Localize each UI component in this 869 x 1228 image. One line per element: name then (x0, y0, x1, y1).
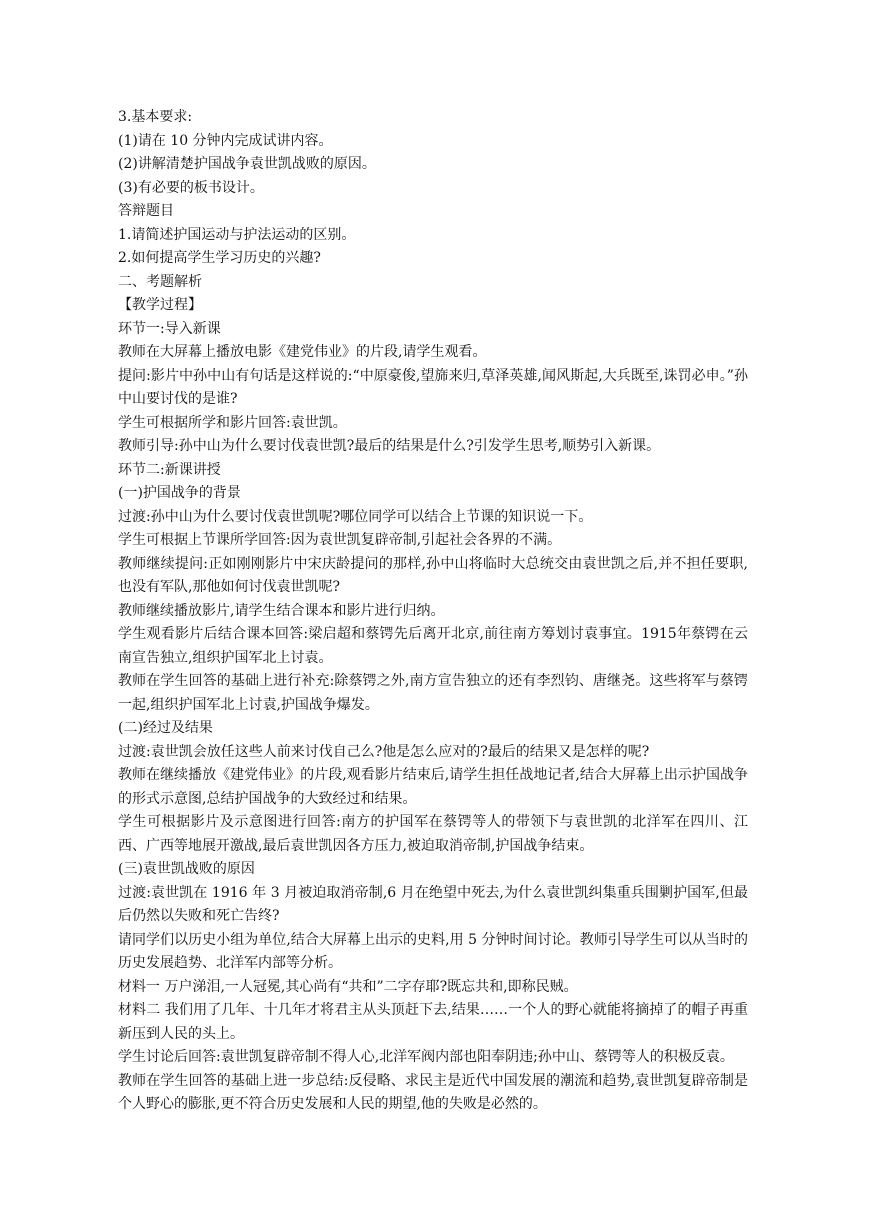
paragraph-student-answer-3: 学生观看影片后结合课本回答:梁启超和蔡锷先后离开北京,前往南方筹划讨袁事宜。1915年蔡锷在云南宣告独立,组织护国军北上讨袁。 (118, 626, 748, 666)
paragraph-student-discussion-answer: 学生讨论后回答:袁世凯复辟帝制不得人心,北洋军阀内部也阳奉阴违;孙中山、蔡锷等人的积极反袁。 (118, 1049, 734, 1065)
requirement-item-3: (3)有必要的板书设计。 (118, 179, 264, 196)
defense-question-1: 1.请简述护国运动与护法运动的区别。 (118, 226, 356, 243)
paragraph-play-film: 教师在大屏幕上播放电影《建党伟业》的片段,请学生观看。 (118, 344, 487, 360)
paragraph-student-answer-4: 学生可根据影片及示意图进行回答:南方的护国军在蔡锷等人的带领下与袁世凯的北洋军在四川、江西、广西等地展开激战,最后袁世凯因各方压力,被迫取消帝制,护国战争结束。 (118, 814, 748, 854)
document-body (118, 106, 748, 1117)
requirement-item-2: (2)讲解清楚护国战争袁世凯战败的原因。 (118, 156, 376, 172)
teaching-process-heading: 【教学过程】 (118, 297, 202, 313)
paragraph-question-quote: 提问:影片中孙中山有句话是这样说的:“中原豪俊,望旆来归,草泽英雄,闻风斯起,大兵既至,诛罚必申。”孙中山要讨伐的是谁? (118, 367, 748, 407)
paragraph-transition-2: 过渡:袁世凯会放任这些人前来讨伐自己么?他是怎么应对的?最后的结果又是怎样的呢? (118, 743, 650, 760)
paragraph-transition-1: 过渡:孙中山为什么要讨伐袁世凯呢?哪位同学可以结合上节课的知识说一下。 (118, 508, 593, 525)
step-one-heading: 环节一:导入新课 (118, 320, 221, 337)
paragraph-transition-3: 过渡:袁世凯在 1916 年 3 月被迫取消帝制,6 月在绝望中死去,为什么袁世凯纠集重兵围剿护国军,但最后仍然以失败和死亡告终? (118, 884, 748, 924)
requirements-heading: 3.基本要求: (118, 109, 193, 125)
section-heading-analysis: 二、考题解析 (118, 273, 202, 290)
defense-questions-heading: 答辩题目 (118, 203, 174, 219)
paragraph-teacher-summary: 教师在学生回答的基础上进一步总结:反侵略、求民主是近代中国发展的潮流和趋势,袁世凯复辟帝制是个人野心的膨胀,更不符合历史发展和人民的期望,他的失败是必然的。 (118, 1072, 748, 1112)
defense-question-2: 2.如何提高学生学习历史的兴趣? (118, 250, 321, 266)
material-two: 材料二 我们用了几年、十几年才将君主从头顶赶下去,结果……一个人的野心就能将摘掉了的帽子再重新压到人民的头上。 (118, 1002, 748, 1042)
paragraph-teacher-guide: 教师引导:孙中山为什么要讨伐袁世凯?最后的结果是什么?引发学生思考,顺势引入新课。 (118, 438, 661, 454)
paragraph-continue-film: 教师继续播放影片,请学生结合课本和影片进行归纳。 (118, 602, 445, 619)
subsection-defeat-reasons: (三)袁世凯战败的原因 (118, 861, 255, 877)
subsection-background: (一)护国战争的背景 (118, 485, 241, 501)
paragraph-teacher-question: 教师继续提问:正如刚刚影片中宋庆龄提问的那样,孙中山将临时大总统交由袁世凯之后,并不担任要职,也没有军队,那他如何讨伐袁世凯呢? (118, 555, 748, 595)
subsection-process-result: (二)经过及结果 (118, 720, 213, 736)
requirement-item-1: (1)请在 10 分钟内完成试讲内容。 (118, 132, 333, 149)
step-two-heading: 环节二:新课讲授 (118, 461, 221, 478)
paragraph-student-answer-1: 学生可根据所学和影片回答:袁世凯。 (118, 414, 347, 431)
paragraph-teacher-supplement: 教师在学生回答的基础上进行补充:除蔡锷之外,南方宣告独立的还有李烈钧、唐继尧。这些将军与蔡锷一起,组织护国军北上讨袁,护国战争爆发。 (118, 673, 748, 713)
material-one: 材料一 万户涕泪,一人冠冕,其心尚有“共和”二字存耶?既忘共和,即称民贼。 (118, 978, 578, 995)
paragraph-war-reporter: 教师在继续播放《建党伟业》的片段,观看影片结束后,请学生担任战地记者,结合大屏幕上出示护国战争的形式示意图,总结护国战争的大致经过和结果。 (118, 767, 748, 807)
paragraph-student-answer-2: 学生可根据上节课所学回答:因为袁世凯复辟帝制,引起社会各界的不满。 (118, 532, 562, 548)
paragraph-group-discussion: 请同学们以历史小组为单位,结合大屏幕上出示的史料,用 5 分钟时间讨论。教师引导学生可以从当时的历史发展趋势、北洋军内部等分析。 (118, 931, 748, 971)
